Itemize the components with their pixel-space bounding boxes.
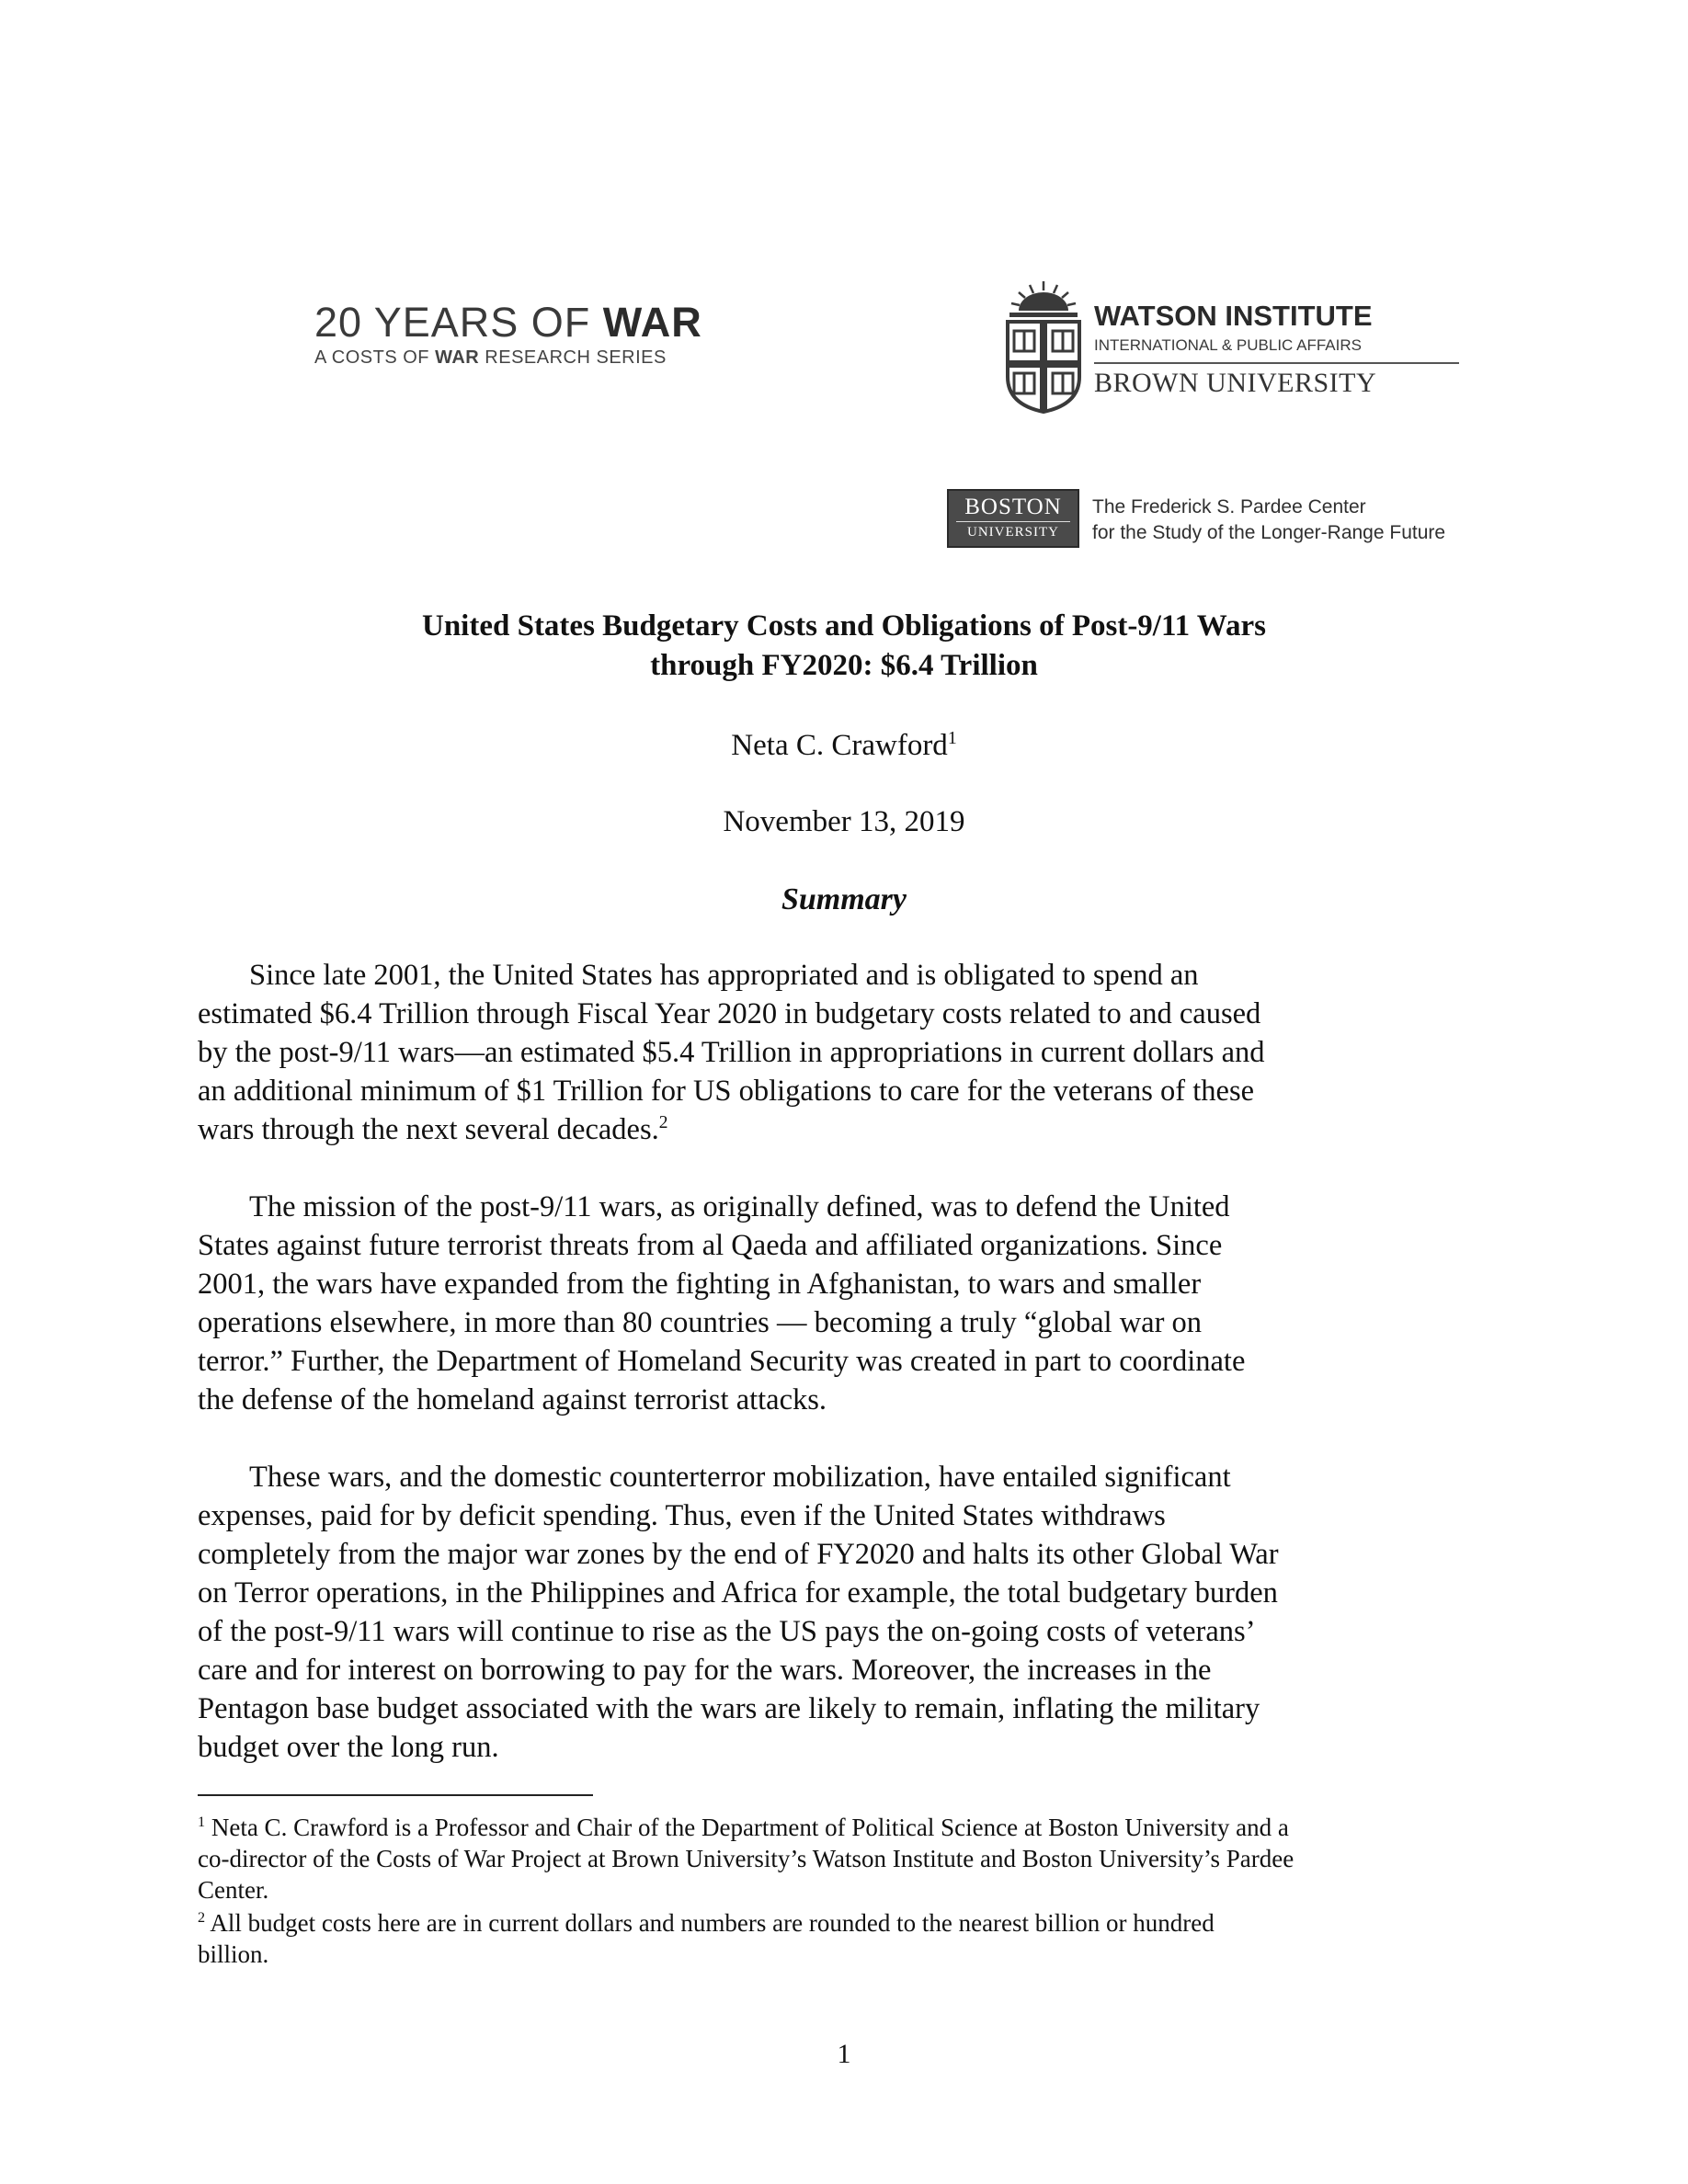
logo-series-title	[314, 300, 737, 346]
author-footnote-ref[interactable]: 1	[947, 728, 957, 748]
paragraph-line: 2001, the wars have expanded from the fighting in Afghanistan, to wars and smaller	[198, 1268, 1202, 1301]
logo-title-light: 20 YEARS OF	[314, 299, 603, 346]
footnote-line-text: Neta C. Crawford is a Professor and Chair of the Department of Political Science at Boston University and a	[205, 1814, 1289, 1841]
title-line-1: United States Budgetary Costs and Obligations of Post-9/11 Wars	[422, 609, 1266, 643]
watson-subtitle: INTERNATIONAL & PUBLIC AFFAIRS	[1094, 336, 1362, 354]
summary-paragraph-1	[198, 956, 1485, 1149]
footnote-separator	[198, 1794, 593, 1796]
footnote-line: billion.	[198, 1940, 269, 1968]
publication-date: November 13, 2019	[723, 805, 965, 838]
paragraph-line-text: wars through the next several decades.	[198, 1113, 659, 1146]
document-title	[0, 607, 1688, 686]
footnote-line: Center.	[198, 1876, 269, 1904]
paragraph-line: estimated $6.4 Trillion through Fiscal Year 2020 in budgetary costs related to and caused	[198, 997, 1261, 1030]
paragraph-line: operations elsewhere, in more than 80 countries — becoming a truly “global war on	[198, 1306, 1203, 1339]
bu-box-top: BOSTON	[964, 495, 1062, 519]
paragraph-line: the defense of the homeland against terrorist attacks.	[198, 1383, 827, 1416]
footnote-line-text: All budget costs here are in current dollars and numbers are rounded to the nearest billion or hundred	[205, 1909, 1215, 1937]
paragraph-line: terror.” Further, the Department of Homeland Security was created in part to coordinate	[198, 1345, 1246, 1378]
footnote-marker: 1	[198, 1814, 206, 1830]
logo-subtitle-bold: WAR	[435, 347, 480, 368]
paragraph-line: States against future terrorist threats from al Qaeda and affiliated organizations. Since	[198, 1229, 1223, 1262]
footnote-marker: 2	[198, 1909, 206, 1926]
pardee-line-2: for the Study of the Longer-Range Future	[1092, 522, 1446, 543]
boston-university-wordmark	[947, 489, 1079, 548]
bu-box-bottom: UNIVERSITY	[967, 525, 1059, 540]
paragraph-line: Since late 2001, the United States has appropriated and is obligated to spend an	[249, 959, 1199, 992]
pardee-center-name	[1092, 495, 1445, 546]
summary-heading: Summary	[781, 882, 907, 916]
page-number: 1	[837, 2039, 851, 2069]
paragraph-line: These wars, and the domestic counterterror mobilization, have entailed significant	[249, 1461, 1231, 1494]
paragraph-line: budget over the long run.	[198, 1731, 499, 1764]
costs-of-war-logo	[314, 300, 737, 369]
summary-paragraph-3	[198, 1458, 1485, 1767]
watson-title: WATSON INSTITUTE	[1094, 300, 1373, 332]
watson-divider	[1094, 362, 1459, 364]
title-line-2: through FY2020: $6.4 Trillion	[650, 649, 1038, 682]
brown-shield-icon	[1002, 276, 1085, 414]
footnote-1	[198, 1812, 1503, 1905]
footnote-ref-2[interactable]: 2	[658, 1113, 668, 1133]
author-line	[0, 726, 1688, 766]
footnote-line: co-director of the Costs of War Project at Brown University’s Watson Institute and Boston University’s Pardee	[198, 1845, 1295, 1872]
paragraph-line: by the post-9/11 wars—an estimated $5.4 Trillion in appropriations in current dollars and	[198, 1036, 1265, 1069]
footnote-line	[198, 1812, 1503, 1843]
paragraph-line: an additional minimum of $1 Trillion for US obligations to care for the veterans of these	[198, 1075, 1255, 1108]
paragraph-line: The mission of the post-9/11 wars, as originally defined, was to defend the United	[249, 1190, 1230, 1223]
paragraph-line: on Terror operations, in the Philippines and Africa for example, the total budgetary burden	[198, 1576, 1278, 1610]
paragraph-line: of the post-9/11 wars will continue to rise as the US pays the on-going costs of veterans’	[198, 1615, 1256, 1648]
paragraph-line: Pentagon base budget associated with the wars are likely to remain, inflating the military	[198, 1692, 1260, 1725]
bu-box-divider	[956, 521, 1070, 522]
pardee-line-1: The Frederick S. Pardee Center	[1092, 496, 1366, 518]
paragraph-line: completely from the major war zones by the end of FY2020 and halts its other Global War	[198, 1538, 1279, 1571]
logo-series-subtitle	[314, 347, 737, 369]
author-name: Neta C. Crawford	[731, 729, 948, 762]
paragraph-line: care and for interest on borrowing to pay for the wars. Moreover, the increases in the	[198, 1654, 1212, 1687]
boston-university-pardee-logo	[947, 489, 1462, 552]
logo-subtitle-a: A COSTS OF	[314, 347, 436, 368]
summary-paragraph-2	[198, 1188, 1485, 1419]
watson-institute-logo	[1002, 276, 1388, 414]
footnote-line	[198, 1907, 1503, 1939]
logo-title-bold: WAR	[602, 299, 702, 346]
paragraph-line: expenses, paid for by deficit spending. Thus, even if the United States withdraws	[198, 1499, 1166, 1532]
paragraph-line-last	[198, 1110, 1485, 1149]
footnote-2	[198, 1907, 1503, 1970]
logo-subtitle-b: RESEARCH SERIES	[479, 347, 667, 368]
brown-university-name: BROWN UNIVERSITY	[1094, 368, 1377, 398]
